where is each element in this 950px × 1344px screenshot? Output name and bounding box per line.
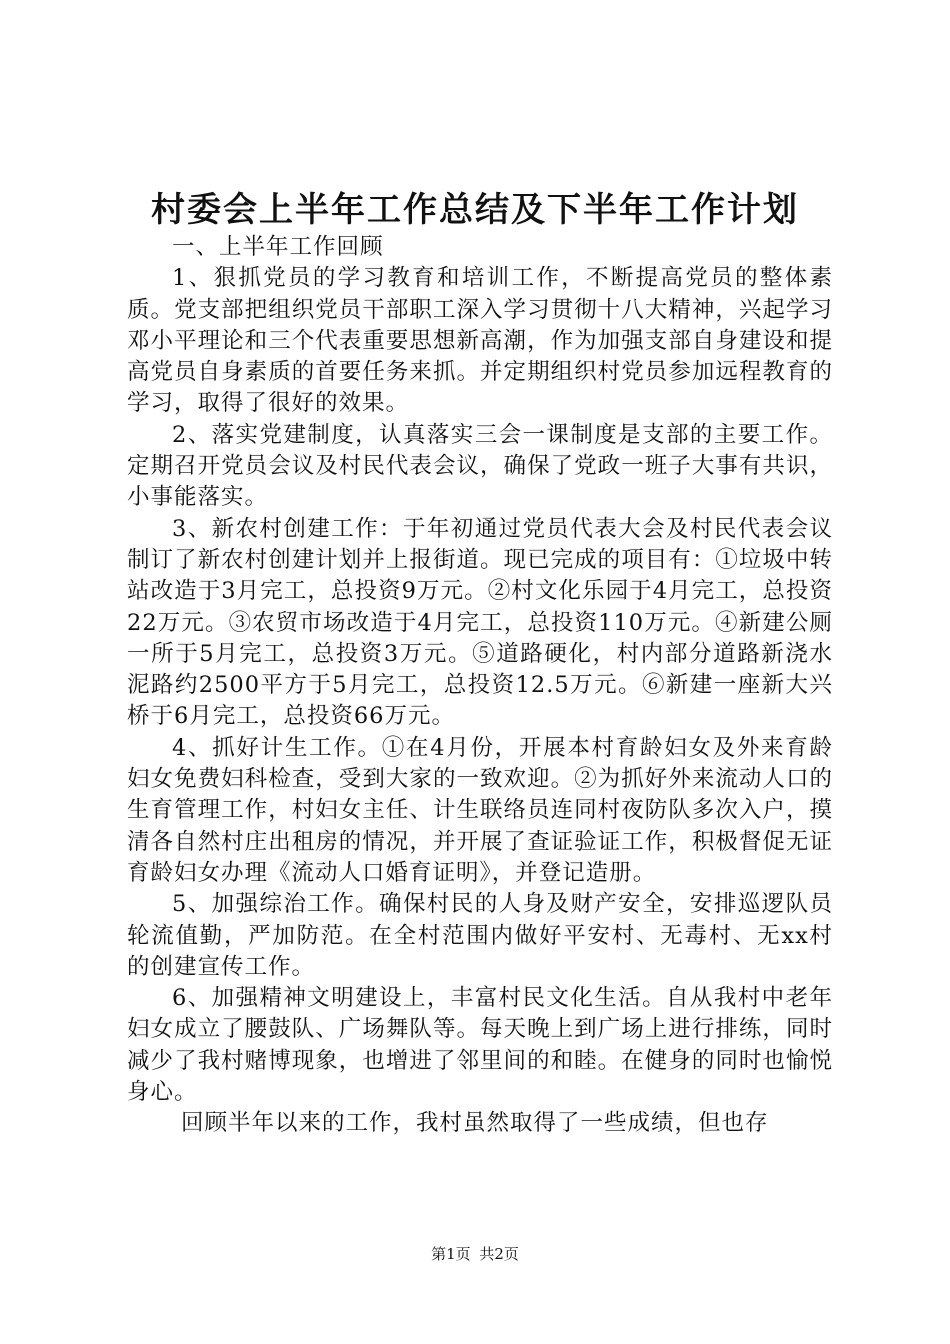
paragraph-5: 5、加强综治工作。确保村民的人身及财产安全，安排巡逻队员轮流值勤，严加防范。在全村范围内做好平安村、无毒村、无xx村的创建宣传工作。 (127, 891, 833, 980)
page-number: 第1页 (431, 1245, 471, 1263)
closing-paragraph: 回顾半年以来的工作，我村虽然取得了一些成绩，但也存 (181, 1110, 769, 1137)
page-total: 共2页 (479, 1245, 519, 1263)
document-body (127, 232, 833, 1140)
paragraph-6: 6、加强精神文明建设上，丰富村民文化生活。自从我村中老年妇女成立了腰鼓队、广场舞队等。每天晚上到广场上进行排练，同时减少了我村赌博现象，也增进了邻里间的和睦。在健身的同时也愉悦身心。 (127, 985, 833, 1106)
page-footer (0, 1244, 950, 1264)
paragraph-3: 3、新农村创建工作：于年初通过党员代表大会及村民代表会议制订了新农村创建计划并上报街道。现已完成的项目有：①垃圾中转站改造于3月完工，总投资9万元。②村文化乐园于4月完工，总投资22万元。③农贸市场改造于4月完工，总投资110万元。④新建公厕一所于5月完工，总投资3万元。⑤道路硬化，村内部分道路新浇水泥路约2500平方于5月完工，总投资12.5万元。⑥新建一座新大兴桥于6月完工，总投资66万元。 (127, 515, 833, 730)
paragraph-1: 1、狠抓党员的学习教育和培训工作，不断提高党员的整体素质。党支部把组织党员干部职工深入学习贯彻十八大精神，兴起学习邓小平理论和三个代表重要思想新高潮，作为加强支部自身建设和提高党员自身素质的首要任务来抓。并定期组织村党员参加远程教育的学习，取得了很好的效果。 (127, 265, 833, 417)
document-title: 村委会上半年工作总结及下半年工作计划 (151, 190, 799, 230)
section-heading: 一、上半年工作回顾 (172, 234, 384, 260)
paragraph-2: 2、落实党建制度，认真落实三会一课制度是支部的主要工作。定期召开党员会议及村民代表会议，确保了党政一班子大事有共识，小事能落实。 (127, 421, 833, 511)
paragraph-4: 4、抓好计生工作。①在4月份，开展本村育龄妇女及外来育龄妇女免费妇科检查，受到大家的一致欢迎。②为抓好外来流动人口的生育管理工作，村妇女主任、计生联络员连同村夜防队多次入户，摸清各自然村庄出租房的情况，并开展了查证验证工作，积极督促无证育龄妇女办理《流动人口婚育证明》，并登记造册。 (127, 734, 833, 886)
